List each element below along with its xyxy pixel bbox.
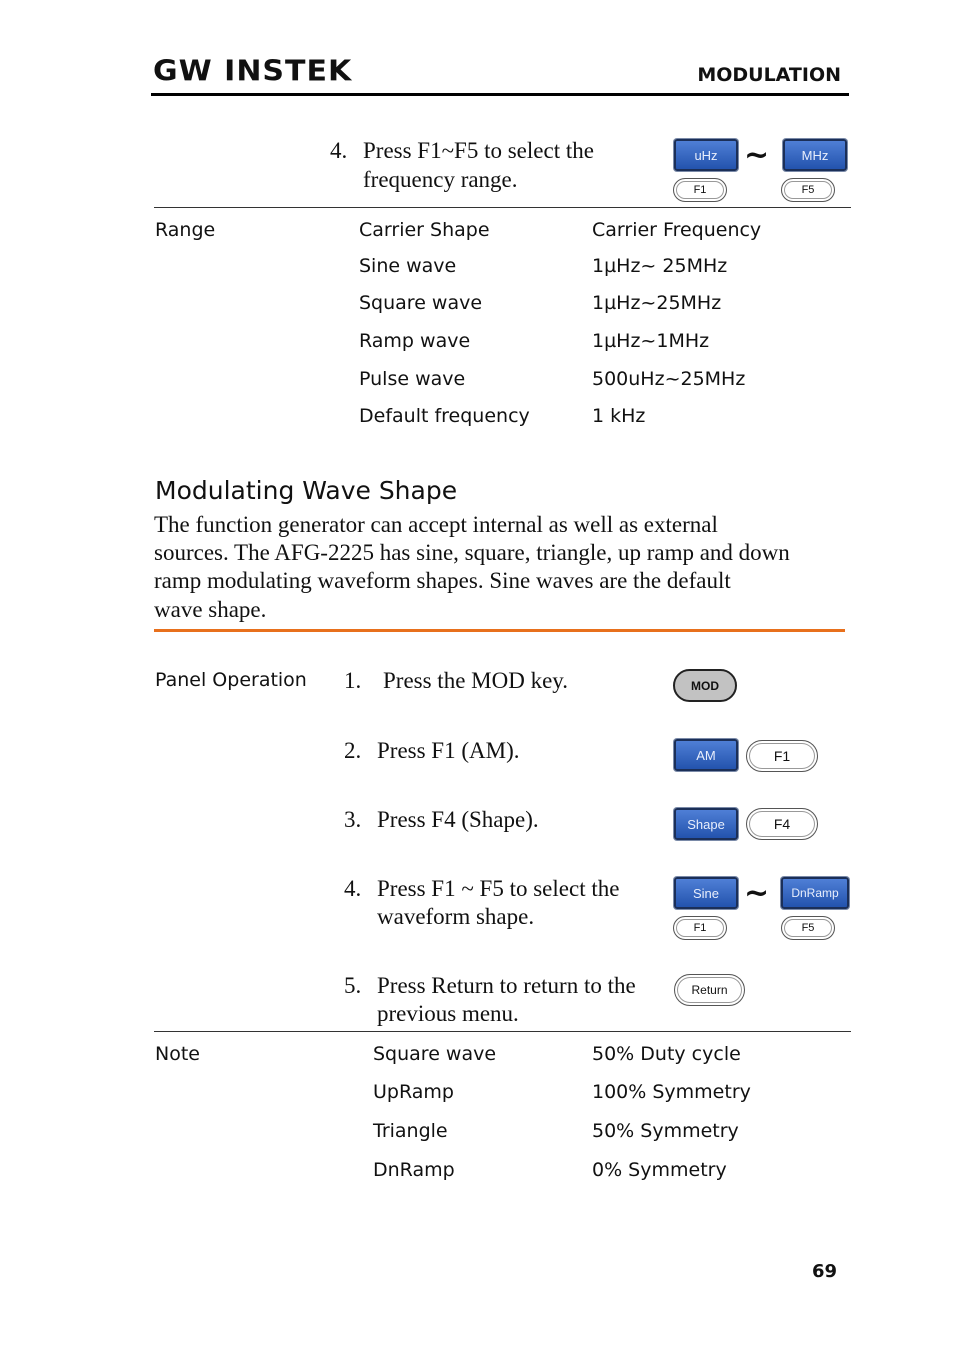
step-number: 3. [344, 807, 362, 832]
note-row-shape: UpRamp [373, 1081, 454, 1103]
body-line: ramp modulating waveform shapes. Sine waves are the default [154, 568, 731, 593]
body-line: wave shape. [154, 597, 267, 622]
note-row-value: 50% Symmetry [592, 1120, 739, 1142]
f5-key[interactable]: F5 [781, 916, 835, 940]
range-tilde: ~ [744, 876, 770, 911]
f5-key[interactable]: F5 [781, 178, 835, 202]
f1-key[interactable]: F1 [746, 740, 818, 772]
note-row-value: 0% Symmetry [592, 1159, 727, 1181]
note-row-shape: DnRamp [373, 1159, 455, 1181]
f1-key[interactable]: F1 [673, 916, 727, 940]
mod-key[interactable]: MOD [673, 669, 737, 702]
step-text: previous menu. [377, 1001, 519, 1026]
note-label: Note [155, 1043, 200, 1065]
f4-key[interactable]: F4 [746, 808, 818, 840]
section-divider [154, 629, 845, 632]
freq-step-number: 4. [330, 138, 348, 163]
dnramp-softkey[interactable]: DnRamp [781, 877, 849, 909]
step-text: Press F1 (AM). [377, 738, 520, 763]
freq-step-line2: frequency range. [363, 167, 518, 192]
note-row-value: 100% Symmetry [592, 1081, 751, 1103]
body-line: The function generator can accept internal as well as external [154, 512, 718, 537]
range-row-frequency: 1 kHz [592, 405, 646, 427]
range-label: Range [155, 219, 216, 241]
section-heading: Modulating Wave Shape [155, 476, 458, 505]
f1-key[interactable]: F1 [673, 178, 727, 202]
step-text: Press F4 (Shape). [377, 807, 539, 832]
range-row-shape: Default frequency [359, 405, 530, 427]
range-row-shape: Ramp wave [359, 330, 471, 352]
freq-step-line1: Press F1~F5 to select the [363, 138, 594, 163]
page-number: 69 [812, 1261, 838, 1282]
note-row-value: 50% Duty cycle [592, 1043, 741, 1065]
range-header-shape: Carrier Shape [359, 219, 490, 241]
step-text: waveform shape. [377, 904, 535, 929]
step-number: 4. [344, 876, 362, 901]
note-row-shape: Square wave [373, 1043, 497, 1065]
shape-softkey[interactable]: Shape [674, 808, 738, 840]
range-row-frequency: 500uHz~25MHz [592, 368, 746, 390]
note-row-shape: Triangle [373, 1120, 448, 1142]
range-row-frequency: 1µHz~25MHz [592, 292, 722, 314]
step-text: Press the MOD key. [383, 668, 569, 693]
step-text: Press F1 ~ F5 to select the [377, 876, 620, 901]
step-text: Press Return to return to the [377, 973, 636, 998]
range-tilde: ~ [744, 138, 770, 173]
uhz-softkey[interactable]: uHz [674, 139, 738, 171]
step-number: 5. [344, 973, 362, 998]
step-number: 2. [344, 738, 362, 763]
sine-softkey[interactable]: Sine [674, 877, 738, 909]
note-top-rule [154, 1031, 851, 1032]
range-row-shape: Sine wave [359, 255, 457, 277]
panel-operation-label: Panel Operation [155, 669, 307, 691]
step-number: 1. [344, 668, 362, 693]
range-row-shape: Pulse wave [359, 368, 466, 390]
section-title: MODULATION [697, 64, 841, 86]
range-row-frequency: 1µHz~1MHz [592, 330, 710, 352]
am-softkey[interactable]: AM [674, 739, 738, 771]
range-row-shape: Square wave [359, 292, 483, 314]
body-line: sources. The AFG-2225 has sine, square, triangle, up ramp and down [154, 540, 790, 565]
mhz-softkey[interactable]: MHz [783, 139, 847, 171]
header-rule [151, 93, 849, 96]
return-key[interactable]: Return [674, 974, 745, 1006]
range-header-frequency: Carrier Frequency [592, 219, 762, 241]
range-top-rule [154, 207, 851, 208]
range-row-frequency: 1µHz~ 25MHz [592, 255, 728, 277]
brand-logo: GW INSTEK [153, 54, 353, 89]
